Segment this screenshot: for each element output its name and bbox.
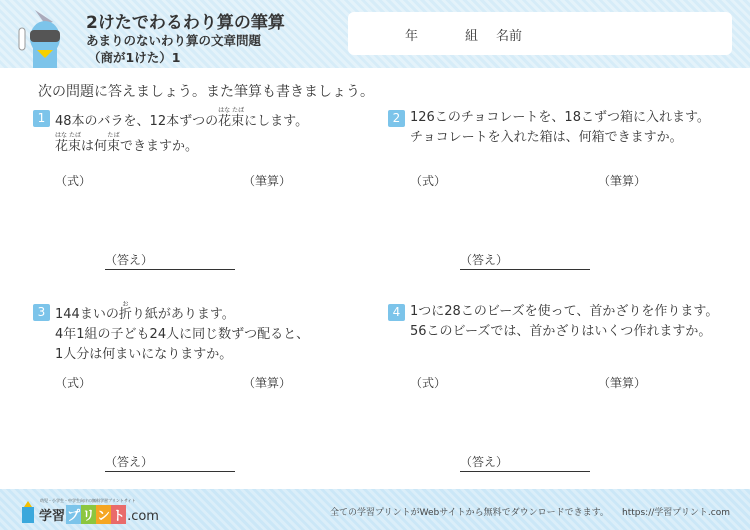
mascot-icon xyxy=(15,8,67,68)
tagline: 幼児・小学生・中学生向けの無料学習プリントサイト xyxy=(40,498,136,503)
formula-label: （式） xyxy=(55,174,92,188)
problem-text: 1つに28このビーズを使って、首かざりを作ります。 56このビーズでは、首かざりはいくつ作れますか。 xyxy=(410,304,719,339)
hissan-label: （筆算） xyxy=(243,376,292,390)
answer-field[interactable]: （答え） xyxy=(105,251,235,270)
problem-1 xyxy=(33,108,383,298)
hissan-label: （筆算） xyxy=(598,174,647,188)
footer-url[interactable]: https://学習プリント.com xyxy=(622,508,730,518)
page-title: 2けたでわるわり算の筆算 xyxy=(86,13,285,33)
name-box[interactable] xyxy=(348,12,732,55)
problem-text: 144まいの折おり紙があります。 4年1組の子ども24人に同じ数ずつ配ると、 1人分は何まいになりますか。 xyxy=(55,301,310,362)
problem-number: 2 xyxy=(388,110,405,127)
header xyxy=(0,0,750,68)
problem-3 xyxy=(33,302,383,492)
problem-text: 48本のバラを、12本ずつの花束はな たばにします。 花束はな たばは何束たばできますか。 xyxy=(55,107,309,154)
problem-number: 4 xyxy=(388,304,405,321)
problem-text: 126このチョコレートを、18こずつ箱に入れます。 チョコレートを入れた箱は、何箱できますか。 xyxy=(410,110,710,145)
page-subtitle-2: （商が1けた）1 xyxy=(88,50,181,65)
formula-label: （式） xyxy=(410,174,447,188)
hissan-label: （筆算） xyxy=(243,174,292,188)
problem-number: 3 xyxy=(33,304,50,321)
footer xyxy=(0,489,750,530)
problem-4 xyxy=(388,302,738,492)
class-label: 組 xyxy=(465,29,479,44)
instructions: 次の問題に答えましょう。また筆算も書きましょう。 xyxy=(38,84,374,100)
answer-field[interactable]: （答え） xyxy=(460,251,590,270)
formula-label: （式） xyxy=(55,376,92,390)
pencil-logo-icon xyxy=(20,497,36,525)
site-logo[interactable]: 学習 プ リ ン ト .com xyxy=(38,505,160,524)
page-subtitle: あまりのないわり算の文章問題 xyxy=(86,33,262,48)
answer-field[interactable]: （答え） xyxy=(460,453,590,472)
problem-2 xyxy=(388,108,738,298)
answer-field[interactable]: （答え） xyxy=(105,453,235,472)
formula-label: （式） xyxy=(410,376,447,390)
hissan-label: （筆算） xyxy=(598,376,647,390)
year-label: 年 xyxy=(405,29,419,44)
problem-number: 1 xyxy=(33,110,50,127)
footer-message: 全ての学習プリントがWebサイトから無料でダウンロードできます。 xyxy=(330,508,609,518)
name-label: 名前 xyxy=(496,29,523,44)
